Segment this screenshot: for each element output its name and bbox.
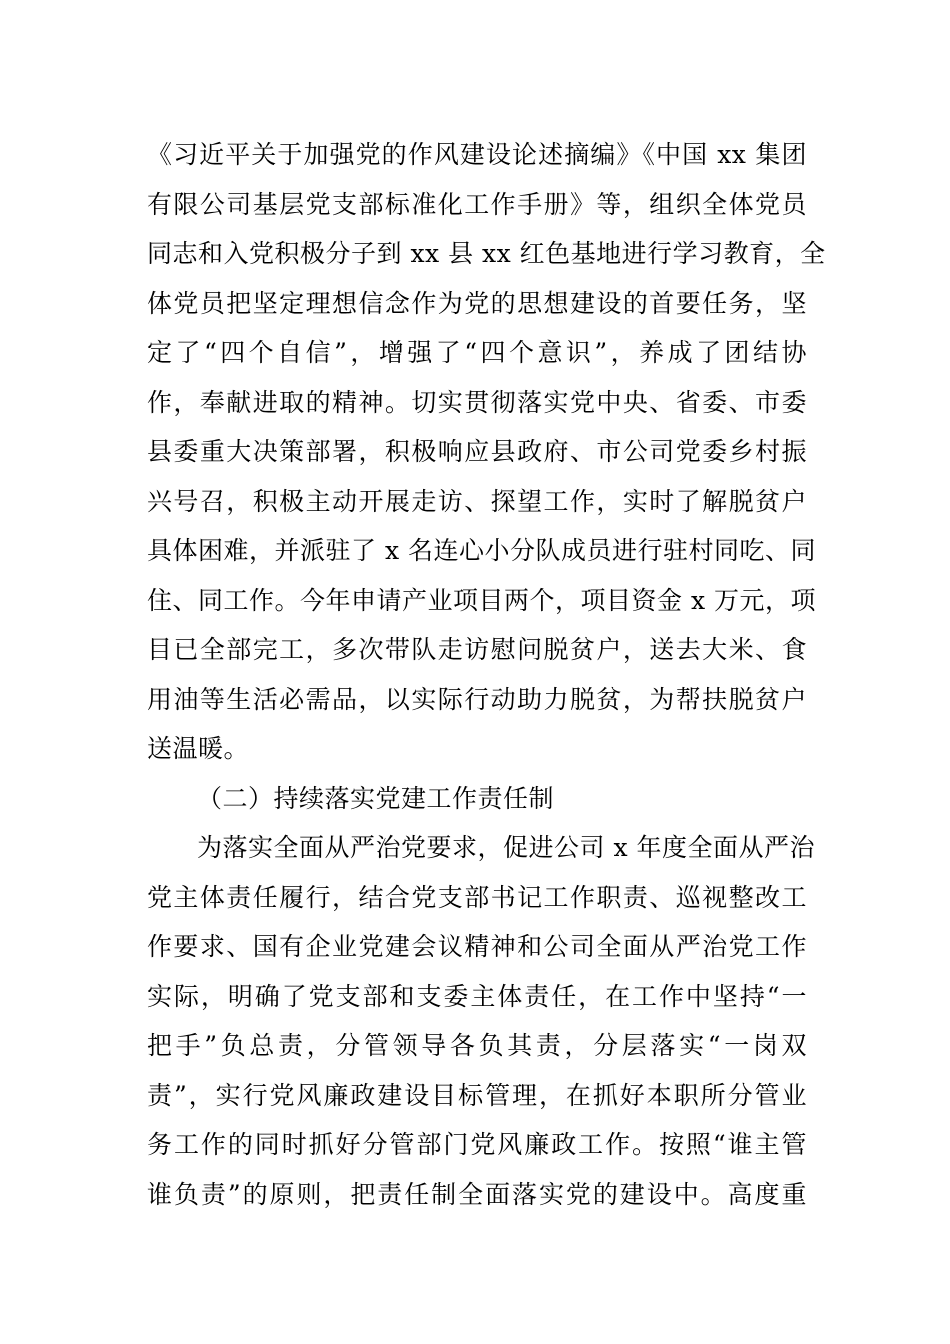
text-line: 有限公司基层党支部标准化工作手册》等，组织全体党员 — [147, 189, 807, 219]
text-line: 党主体责任履行，结合党支部书记工作职责、巡视整改工 — [147, 882, 807, 912]
section-heading: （二）持续落实党建工作责任制 — [197, 783, 555, 813]
text-line: 具体困难，并派驻了 x 名连心小分队成员进行驻村同吃、同 — [147, 536, 816, 565]
text-line: 县委重大决策部署，积极响应县政府、市公司党委乡村振 — [147, 437, 807, 466]
text-line: 兴号召，积极主动开展走访、探望工作，实时了解脱贫户 — [147, 486, 807, 516]
text-line: 实际，明确了党支部和支委主体责任，在工作中坚持“一 — [147, 981, 807, 1011]
paragraph-2 — [147, 823, 815, 1219]
text-line: 送温暖。 — [147, 734, 250, 763]
text-line: 责”，实行党风廉政建设目标管理，在抓好本职所分管业 — [147, 1080, 807, 1110]
text-line: 用油等生活必需品，以实际行动助力脱贫，为帮扶脱贫户 — [147, 684, 807, 714]
text-line: 作，奉献进取的精神。切实贯彻落实党中央、省委、市委 — [147, 387, 807, 417]
text-line: 体党员把坚定理想信念作为党的思想建设的首要任务，坚 — [147, 288, 807, 318]
text-line: 把手”负总责，分管领导各负其责，分层落实“一岗双 — [147, 1031, 807, 1060]
text-line: 目已全部完工，多次带队走访慰问脱贫户，送去大米、食 — [147, 635, 807, 664]
text-line: 定了“四个自信”，增强了“四个意识”，养成了团结协 — [147, 338, 807, 367]
text-line: 同志和入党积极分子到 xx 县 xx 红色基地进行学习教育，全 — [147, 239, 826, 268]
paragraph-1 — [147, 130, 826, 774]
document-body — [147, 130, 826, 1219]
text-line: 谁负责”的原则，把责任制全面落实党的建设中。高度重 — [147, 1179, 807, 1209]
text-line: 住、同工作。今年申请产业项目两个，项目资金 x 万元，项 — [147, 585, 816, 615]
text-line: 《习近平关于加强党的作风建设论述摘编》《中国 xx 集团 — [147, 140, 807, 169]
text-line: 作要求、国有企业党建会议精神和公司全面从严治党工作 — [147, 932, 807, 961]
text-line: 为落实全面从严治党要求，促进公司 x 年度全面从严治 — [197, 833, 815, 862]
text-line: 务工作的同时抓好分管部门党风廉政工作。按照“谁主管 — [147, 1130, 807, 1159]
